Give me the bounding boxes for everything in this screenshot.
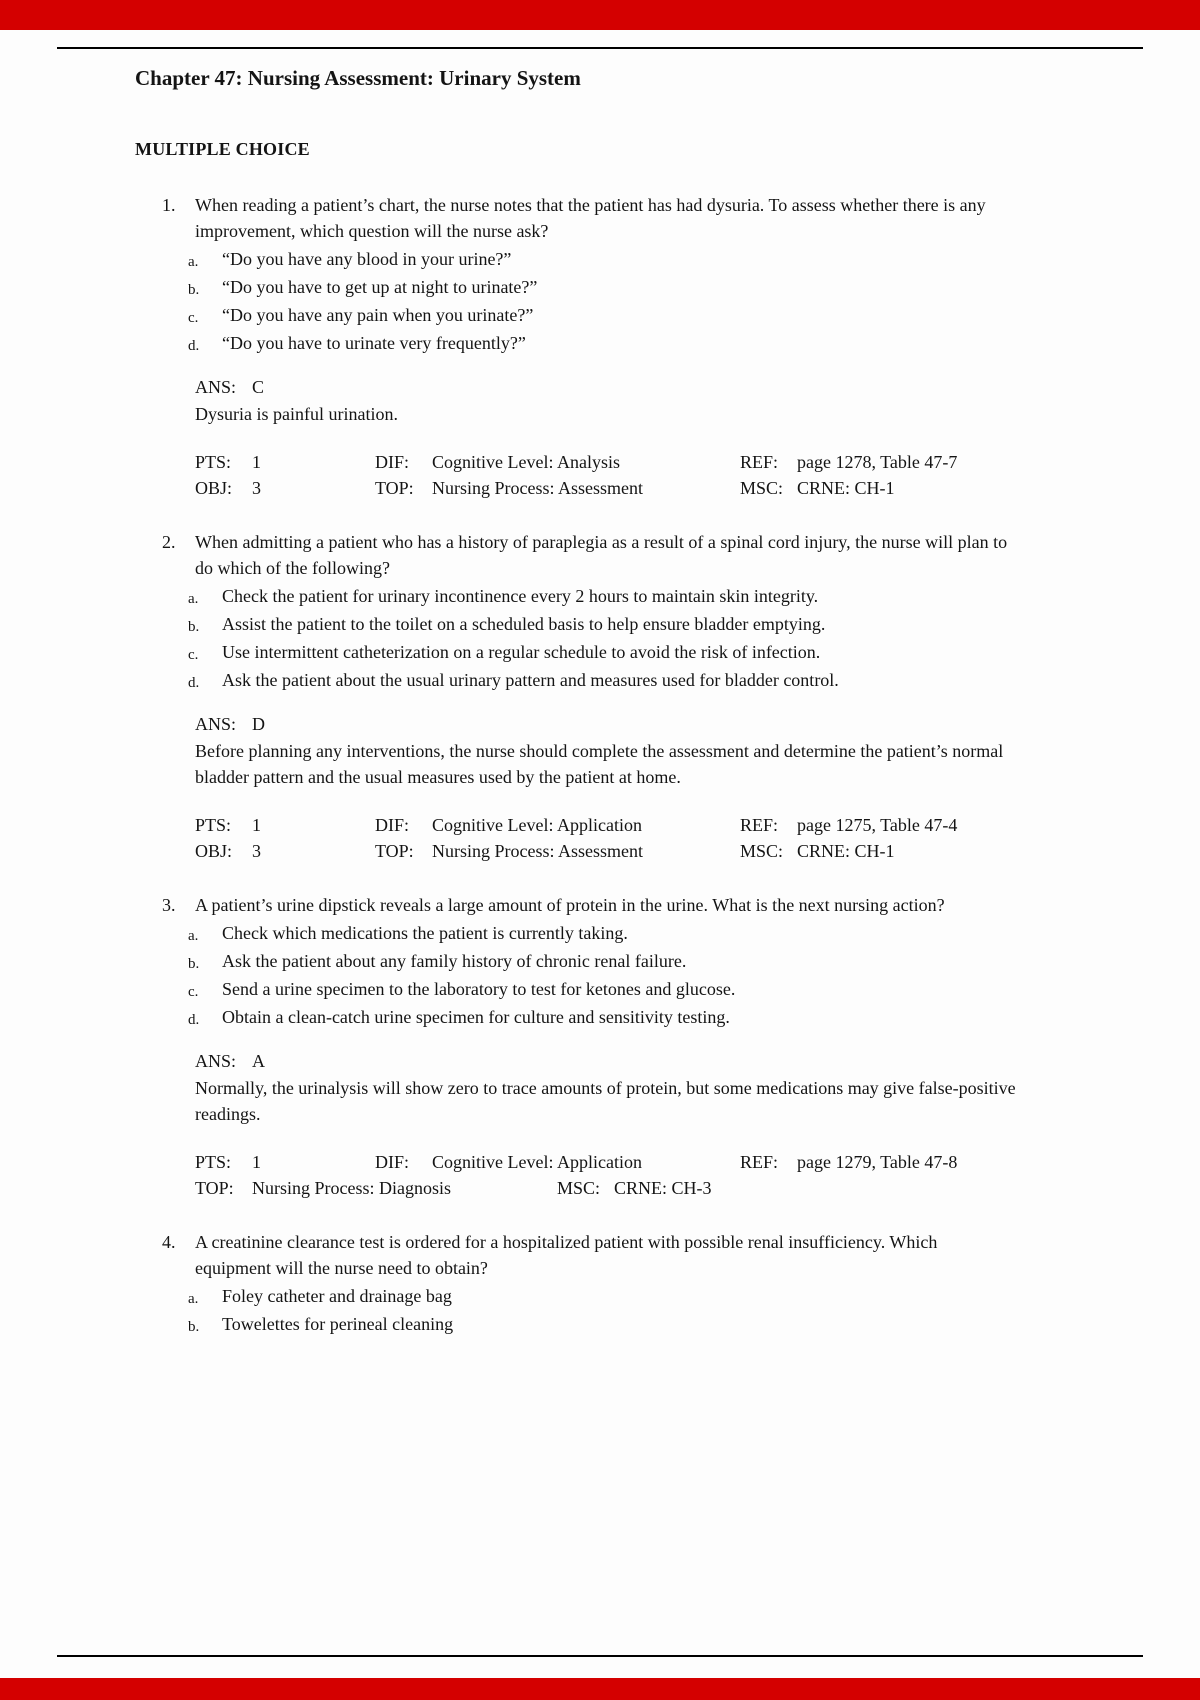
answer-line [195,1048,1017,1074]
meta-value: 3 [252,478,261,498]
option-letter: c. [188,310,199,326]
meta-cell [740,1149,1017,1175]
question-number: 4. [162,1232,176,1252]
option-letter: a. [188,254,199,270]
meta-cell [740,838,1017,864]
option-text: Assist the patient to the toilet on a scheduled basis to help ensure bladder emptying. [222,614,826,634]
meta-label: REF: [740,1152,779,1172]
meta-label: REF: [740,815,779,835]
answer-label: ANS: [195,1051,237,1071]
meta-cell [195,475,375,501]
meta-value: Cognitive Level: Analysis [432,452,620,472]
meta-value: page 1279, Table 47-8 [797,1152,958,1172]
meta-label: TOP: [195,1178,234,1198]
question-stem-row [162,892,1017,918]
option-row [188,640,1017,668]
option-letter: b. [188,282,200,298]
option-row [188,303,1017,331]
top-horizontal-rule [57,47,1143,49]
meta-value: Cognitive Level: Application [432,815,642,835]
option-letter: b. [188,1319,200,1335]
meta-value: page 1275, Table 47-4 [797,815,958,835]
answer-label: ANS: [195,714,237,734]
question-number: 1. [162,195,176,215]
question-block [135,529,1017,864]
meta-cell [557,1175,1017,1201]
top-red-bar [0,0,1200,30]
meta-cell [740,449,1017,475]
meta-cell [740,812,1017,838]
option-text: Use intermittent catheterization on a regular schedule to avoid the risk of infection. [222,642,821,662]
option-letter: d. [188,1012,200,1028]
options-list [135,921,1017,1033]
question-number: 3. [162,895,176,915]
question-stem-row [162,192,1017,244]
option-text: Check which medications the patient is currently taking. [222,923,628,943]
option-letter: a. [188,928,199,944]
option-text: Ask the patient about any family history of chronic renal failure. [222,951,687,971]
meta-cell [195,1149,375,1175]
question-block [135,892,1017,1201]
meta-cell [740,475,1017,501]
option-text: “Do you have any pain when you urinate?” [222,305,534,325]
bottom-horizontal-rule [57,1655,1143,1657]
meta-label: TOP: [375,841,414,861]
answer-label: ANS: [195,377,237,397]
meta-value: 1 [252,815,261,835]
option-row [188,668,1017,696]
option-row [188,1005,1017,1033]
option-letter: d. [188,675,200,691]
option-text: Check the patient for urinary incontinence every 2 hours to maintain skin integrity. [222,586,819,606]
meta-row [195,1175,1017,1201]
option-text: Towelettes for perineal cleaning [222,1314,454,1334]
option-letter: b. [188,619,200,635]
option-letter: b. [188,956,200,972]
meta-cell [195,838,375,864]
meta-label: DIF: [375,1152,410,1172]
meta-cell [375,1149,740,1175]
answer-value: A [252,1051,265,1071]
question-meta [195,449,1017,501]
meta-label: TOP: [375,478,414,498]
section-heading: MULTIPLE CHOICE [135,139,310,159]
meta-value: Nursing Process: Assessment [432,478,643,498]
meta-label: OBJ: [195,478,233,498]
question-stem-row [162,1229,1017,1281]
meta-label: REF: [740,452,779,472]
meta-value: page 1278, Table 47-7 [797,452,958,472]
option-row [188,247,1017,275]
meta-cell [195,1175,557,1201]
option-text: Foley catheter and drainage bag [222,1286,452,1306]
meta-row [195,475,1017,501]
meta-label: DIF: [375,815,410,835]
option-row [188,921,1017,949]
option-row [188,1312,1017,1340]
question-stem: A patient’s urine dipstick reveals a large amount of protein in the urine. What is the next nursing action? [195,895,945,915]
meta-label: MSC: [557,1178,601,1198]
meta-value: Nursing Process: Diagnosis [252,1178,451,1198]
page-title: Chapter 47: Nursing Assessment: Urinary System [135,66,581,90]
answer-line [195,374,1017,400]
meta-value: Nursing Process: Assessment [432,841,643,861]
option-row [188,275,1017,303]
meta-value: CRNE: CH-3 [614,1178,712,1198]
question-stem: A creatinine clearance test is ordered for a hospitalized patient with possible renal insufficiency. Which equipment will the nurse need to obtain? [195,1232,938,1278]
answer-line [195,711,1017,737]
option-text: Send a urine specimen to the laboratory to test for ketones and glucose. [222,979,736,999]
option-letter: a. [188,591,199,607]
rationale-text: Normally, the urinalysis will show zero to trace amounts of protein, but some medications may give false-positive readings. [195,1078,1016,1124]
meta-label: PTS: [195,1152,232,1172]
question-block [135,1229,1017,1340]
question-block [135,192,1017,501]
meta-cell [195,449,375,475]
option-row [188,584,1017,612]
rationale-text: Before planning any interventions, the nurse should complete the assessment and determine the patient’s normal bladder pattern and the usual measures used by the patient at home. [195,741,1004,787]
meta-label: MSC: [740,478,784,498]
option-letter: c. [188,647,199,663]
option-row [188,949,1017,977]
option-text: Obtain a clean-catch urine specimen for culture and sensitivity testing. [222,1007,730,1027]
meta-label: PTS: [195,452,232,472]
bottom-red-bar [0,1678,1200,1700]
meta-value: Cognitive Level: Application [432,1152,642,1172]
meta-row [195,449,1017,475]
option-row [188,612,1017,640]
meta-value: CRNE: CH-1 [797,478,895,498]
meta-cell [375,812,740,838]
meta-cell [375,838,740,864]
meta-label: DIF: [375,452,410,472]
page-content [135,66,1017,1368]
option-letter: d. [188,338,200,354]
meta-row [195,838,1017,864]
meta-row [195,1149,1017,1175]
meta-value: 1 [252,452,261,472]
answer-value: D [252,714,265,734]
options-list [135,1284,1017,1340]
meta-label: PTS: [195,815,232,835]
meta-cell [375,449,740,475]
option-text: “Do you have to get up at night to urinate?” [222,277,538,297]
meta-cell [375,475,740,501]
options-list [135,247,1017,359]
option-text: Ask the patient about the usual urinary pattern and measures used for bladder control. [222,670,839,690]
meta-value: CRNE: CH-1 [797,841,895,861]
option-letter: a. [188,1291,199,1307]
option-letter: c. [188,984,199,1000]
option-row [188,977,1017,1005]
meta-label: OBJ: [195,841,233,861]
meta-value: 3 [252,841,261,861]
rationale-text: Dysuria is painful urination. [195,404,398,424]
option-text: “Do you have any blood in your urine?” [222,249,512,269]
option-text: “Do you have to urinate very frequently?” [222,333,526,353]
meta-label: MSC: [740,841,784,861]
meta-row [195,812,1017,838]
question-meta [195,1149,1017,1201]
options-list [135,584,1017,696]
meta-value: 1 [252,1152,261,1172]
option-row [188,331,1017,359]
question-stem-row [162,529,1017,581]
option-row [188,1284,1017,1312]
question-stem: When reading a patient’s chart, the nurse notes that the patient has had dysuria. To assess whether there is any improvement, which question will the nurse ask? [195,195,986,241]
answer-value: C [252,377,265,397]
question-number: 2. [162,532,176,552]
question-meta [195,812,1017,864]
question-stem: When admitting a patient who has a history of paraplegia as a result of a spinal cord injury, the nurse will plan to do which of the following? [195,532,1008,578]
meta-cell [195,812,375,838]
